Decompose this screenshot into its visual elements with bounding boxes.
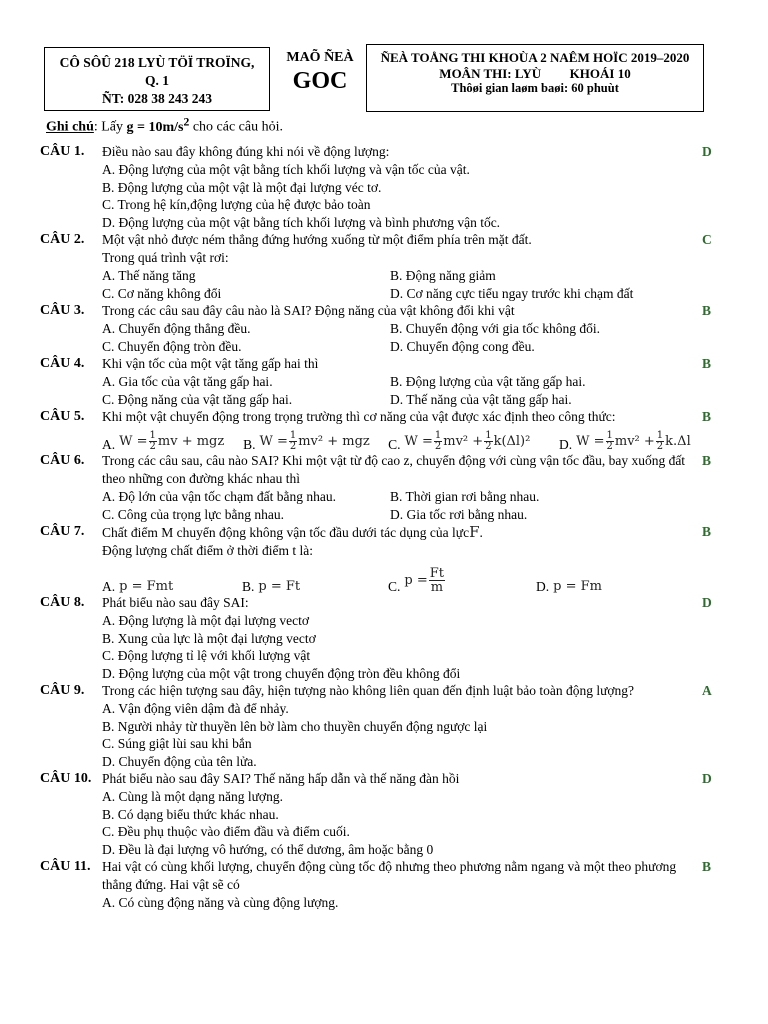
question-number: CÂU 10. (40, 771, 92, 786)
exam-title: ÑEÀ TOÅNG THI KHOÙA 2 NAÊM HOÏC 2019–2020 (380, 50, 690, 65)
answer-option: D. Đều là đại lượng vô hướng, có thể dương, âm hoặc bằng 0 (102, 841, 434, 857)
fraction (149, 431, 157, 452)
question-stem: Trong các câu sau đây câu nào là SAI? Động năng của vật không đổi khi vật (102, 303, 515, 318)
question-9 (0, 682, 768, 770)
answer-option: A. Gia tốc của vật tăng gấp hai. (102, 374, 273, 389)
fraction-denominator: 2 (434, 441, 442, 452)
answer-option (242, 579, 388, 594)
option-letter: D. (558, 437, 573, 452)
note-text-post: cho các câu hỏi. (189, 119, 284, 135)
question-list (0, 143, 768, 912)
school-phone: ÑT: 028 38 243 243 (102, 91, 212, 106)
fraction (434, 431, 442, 452)
question-8 (0, 594, 768, 682)
school-address: CÔ SÔÛ 218 LYÙ TÖÏ TROÏNG, (59, 55, 255, 70)
momentum-formula: p = Fmt (119, 579, 174, 594)
answer-option: A. Động lượng là một đại lượng vectơ (102, 613, 310, 628)
exam-code-label: MAÕ ÑEÀ (286, 50, 354, 65)
question-stem: Phát biểu nào sau đây SAI: (102, 595, 249, 610)
grade-label: KHOÁI 10 (569, 65, 631, 81)
answer-options-grid (102, 320, 708, 355)
answer-option: D. Động lượng của một vật trong chuyển động tròn đều không đổi (102, 665, 461, 681)
question-6 (0, 452, 768, 523)
gravity-value (126, 115, 190, 135)
answer-option: C. Động năng của vật tăng gấp hai. (102, 391, 293, 407)
answer-option: D. Cơ năng cực tiểu ngay trước khi chạm đất (390, 285, 634, 301)
option-letter: B. (242, 579, 255, 594)
fraction-denominator: 2 (485, 441, 492, 452)
fraction-numerator: 1 (485, 430, 492, 441)
fraction-numerator: 1 (434, 430, 442, 441)
question-number: CÂU 2. (40, 232, 85, 247)
fraction (606, 431, 614, 452)
fraction (429, 567, 445, 594)
force-symbol: F (469, 523, 480, 541)
answer-option (536, 579, 676, 594)
question-4 (0, 355, 768, 408)
option-letter: A. (102, 437, 116, 452)
question-stem: Động lượng chất điểm ở thời điểm t là: (102, 543, 313, 558)
school-district: Q. 1 (144, 73, 169, 88)
question-10 (0, 770, 768, 858)
answer-option: A. Động lượng của một vật bằng tích khối lượng và vận tốc của vật. (102, 162, 470, 177)
subject-label: MOÂN THI: LYÙ (439, 65, 542, 81)
question-stem: Trong các hiện tượng sau đây, hiện tượng nào không liên quan đến định luật bảo toàn động lượng? (102, 683, 635, 698)
answer-option: B. Thời gian rơi bằng nhau. (390, 489, 540, 504)
answer-key: B (702, 524, 712, 539)
question-number: CÂU 6. (40, 453, 85, 468)
answer-option: D. Chuyển động của tên lửa. (102, 753, 257, 769)
answer-option: B. Động năng giảm (390, 268, 496, 283)
answer-key: B (702, 356, 712, 371)
question-stem: Trong các câu sau, câu nào SAI? Khi một vật từ độ cao z, chuyển động với cùng vận tốc đầu, bay xuống đất theo những con đường khác nhau thì (102, 453, 686, 486)
question-7 (0, 523, 768, 594)
answer-option (388, 431, 559, 452)
answer-key: B (702, 453, 712, 468)
exam-code-value: GOC (292, 68, 348, 94)
answer-key: B (702, 409, 712, 424)
answer-option: B. Có dạng biểu thức khác nhau. (102, 806, 279, 822)
answer-option: C. Công của trọng lực bằng nhau. (102, 506, 285, 522)
answer-option: C. Cơ năng không đổi (102, 285, 222, 301)
question-stem: Một vật nhỏ được ném thẳng đứng hướng xuống từ một điểm phía trên mặt đất. (102, 232, 532, 247)
exam-code-block (276, 50, 364, 95)
question-stem: Hai vật có cùng khối lượng, chuyển động cùng tốc độ nhưng theo phương nằm ngang và một theo phương thẳng đứng. Hai vật sẽ có (102, 859, 677, 892)
answer-key: D (702, 771, 712, 786)
answer-option: B. Động lượng của vật tăng gấp hai. (390, 374, 586, 389)
answer-option (243, 431, 388, 452)
answer-option: A. Độ lớn của vận tốc chạm đất bằng nhau. (102, 489, 336, 504)
answer-option: B. Động lượng của một vật là một đại lượng véc tơ. (102, 179, 382, 195)
formula-options-row (102, 560, 708, 594)
fraction (656, 431, 664, 452)
answer-key: B (702, 303, 712, 318)
fraction-denominator: 2 (289, 441, 297, 452)
answer-option: D. Thế năng của vật tăng gấp hai. (390, 391, 572, 407)
momentum-formula: p = $\frac{Ft}{m}$ (404, 566, 444, 595)
question-3 (0, 302, 768, 355)
question-number: CÂU 3. (40, 303, 85, 318)
question-stem: Phát biểu nào sau đây SAI? Thế năng hấp dẫn và thế năng đàn hồi (102, 771, 460, 786)
exam-duration: Thôøi gian laøm baøi: 60 phuùt (451, 81, 619, 95)
question-number: CÂU 1. (40, 144, 85, 159)
energy-formula: W = $\frac{1}{2}$ mv² + mgz (259, 430, 370, 452)
answer-option: B. Người nhảy từ thuyền lên bờ làm cho thuyền chuyển động ngược lại (102, 718, 488, 734)
answer-option: C. Trong hệ kín,động lượng của hệ được bảo toàn (102, 197, 371, 212)
fraction-numerator: 1 (289, 430, 297, 441)
option-letter: C. (388, 437, 401, 452)
answer-option: D. Gia tốc rơi bằng nhau. (390, 506, 528, 522)
question-stem: Khi một vật chuyển động trong trọng trường thì cơ năng của vật được xác định theo công thức: (102, 409, 616, 424)
momentum-formula: p = Ft (258, 579, 301, 594)
school-info-box (44, 47, 270, 111)
answer-option: A. Có cùng động năng và cùng động lượng. (102, 895, 339, 910)
exam-info-box (366, 44, 704, 112)
question-number: CÂU 4. (40, 356, 85, 371)
question-stem: Khi vận tốc của một vật tăng gấp hai thì (102, 356, 319, 371)
question-5 (0, 408, 768, 452)
answer-option: A. Chuyển động thẳng đều. (102, 321, 251, 336)
answer-option: A. Thế năng tăng (102, 268, 196, 283)
answer-option (388, 567, 536, 594)
option-letter: B. (243, 437, 256, 452)
energy-formula: W = $\frac{1}{2}$ mv² + $\frac{1}{2}$ k(Δl)² (404, 430, 531, 452)
note-text-pre: : Lấy (93, 119, 127, 135)
option-letter: C. (388, 579, 401, 594)
answer-options-grid (102, 267, 708, 302)
question-stem: Chất điểm M chuyển động không vận tốc đầu dưới tác dụng của lựcF. (102, 523, 483, 541)
answer-key: A (702, 683, 712, 698)
gravity-exponent: 2 (183, 115, 190, 128)
answer-option: D. Chuyển động cong đều. (390, 338, 535, 354)
question-stem: Trong quá trình vật rơi: (102, 250, 229, 265)
answer-key: D (702, 144, 712, 159)
answer-key: B (702, 859, 712, 874)
question-stem: Điều nào sau đây không đúng khi nói về động lượng: (102, 144, 390, 159)
fraction-numerator: 1 (149, 430, 156, 441)
answer-option: C. Chuyển động tròn đều. (102, 338, 242, 354)
answer-option: B. Chuyển động với gia tốc không đổi. (390, 321, 601, 336)
answer-option: A. Vận động viên dậm đà để nhảy. (102, 701, 289, 716)
answer-option: B. Xung của lực là một đại lượng vectơ (102, 630, 316, 646)
answer-option (102, 579, 242, 594)
question-number: CÂU 7. (40, 524, 85, 539)
fraction-numerator: 1 (606, 430, 613, 441)
option-letter: D. (536, 579, 550, 594)
fraction-denominator: 2 (606, 441, 613, 452)
fraction-denominator: 2 (149, 441, 156, 452)
question-11 (0, 858, 768, 912)
option-letter: A. (102, 579, 116, 594)
answer-options-grid (102, 373, 708, 408)
answer-option: A. Cùng là một dạng năng lượng. (102, 789, 283, 804)
answer-key: D (702, 595, 712, 610)
answer-option (559, 431, 708, 452)
answer-option: C. Động lượng tỉ lệ với khối lượng vật (102, 648, 311, 663)
question-number: CÂU 11. (40, 859, 91, 874)
fraction-numerator: Ft (429, 566, 444, 581)
fraction (289, 431, 297, 452)
fraction (484, 431, 492, 452)
formula-options-row (102, 426, 708, 452)
energy-formula: W = $\frac{1}{2}$ mv² + $\frac{1}{2}$ k.Δl (576, 430, 691, 452)
exam-note (46, 115, 283, 136)
answer-option: C. Đều phụ thuộc vào điểm đầu và điểm cuối. (102, 824, 350, 839)
question-number: CÂU 5. (40, 409, 85, 424)
fraction-denominator: m (430, 580, 444, 595)
energy-formula: W = $\frac{1}{2}$ mv + mgz (119, 430, 225, 452)
momentum-formula: p = Fm (553, 579, 602, 594)
answer-option (102, 431, 243, 452)
gravity-text: g = 10m/s (126, 119, 184, 135)
fraction-numerator: 1 (656, 430, 664, 441)
answer-key: C (702, 232, 712, 247)
question-2 (0, 231, 768, 302)
fraction-denominator: 2 (656, 441, 664, 452)
answer-options-grid (102, 488, 708, 523)
answer-option: D. Động lượng của một vật bằng tích khối lượng và bình phương vận tốc. (102, 214, 501, 230)
question-number: CÂU 8. (40, 595, 85, 610)
answer-option: C. Súng giật lùi sau khi bắn (102, 736, 252, 751)
question-number: CÂU 9. (40, 683, 85, 698)
note-label: Ghi chú (46, 119, 94, 135)
question-1 (0, 143, 768, 231)
subject-line (367, 66, 703, 82)
